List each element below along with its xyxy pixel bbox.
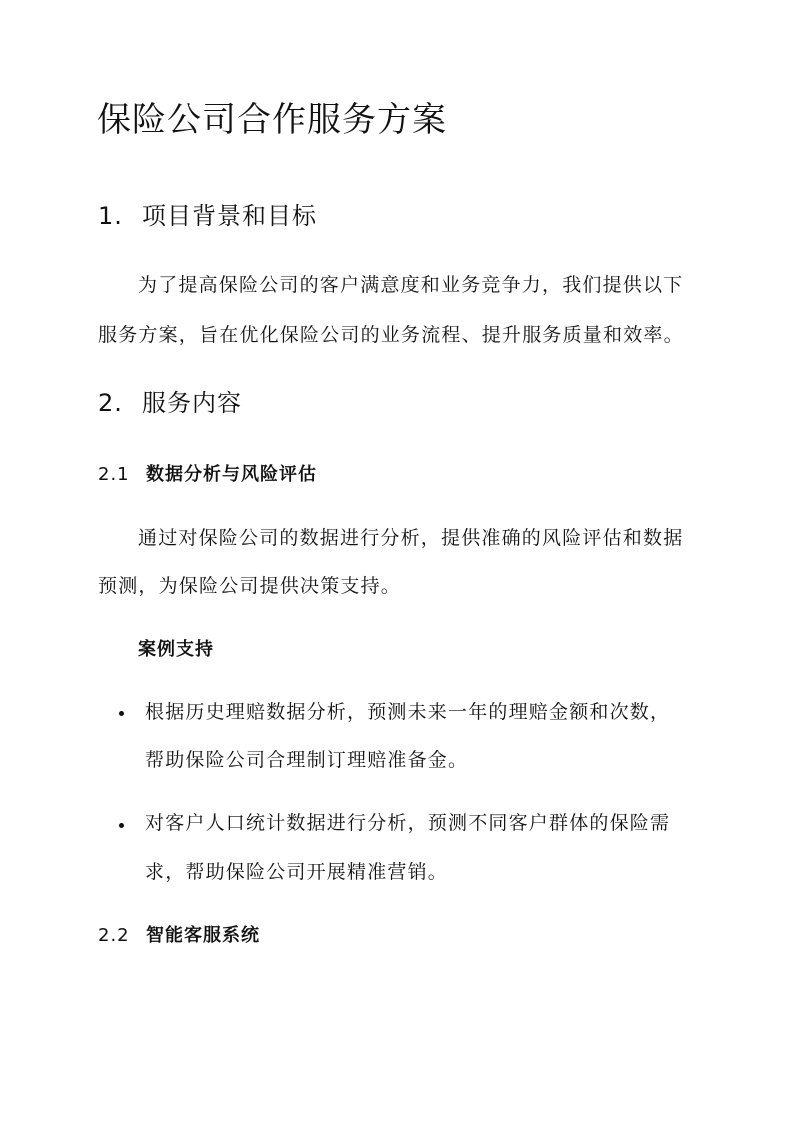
subsection-2-2-heading — [98, 921, 260, 947]
bullet-2-line-1: 对客户人口统计数据进行分析，预测不同客户群体的保险需 — [145, 812, 671, 834]
bullet-icon — [119, 823, 124, 828]
subsection-2-1-paragraph-line-1: 通过对保险公司的数据进行分析，提供准确的风险评估和数据 — [138, 527, 684, 549]
subsection-2-1-paragraph-line-2: 预测，为保险公司提供决策支持。 — [98, 575, 402, 597]
subsection-2-2-number: 2.2 — [98, 925, 130, 946]
section-1-paragraph-line-2: 服务方案，旨在优化保险公司的业务流程、提升服务质量和效率。 — [98, 324, 684, 346]
section-2-heading — [98, 383, 242, 418]
subsection-2-1-title: 数据分析与风险评估 — [146, 464, 317, 485]
subsection-2-1-number: 2.1 — [98, 464, 130, 485]
bullet-1-line-2: 帮助保险公司合理制订理赔准备金。 — [145, 749, 469, 771]
section-1-paragraph-line-1: 为了提高保险公司的客户满意度和业务竞争力，我们提供以下 — [138, 274, 684, 296]
bullet-1-line-1: 根据历史理赔数据分析，预测未来一年的理赔金额和次数， — [145, 701, 671, 723]
bullet-2-line-2: 求，帮助保险公司开展精准营销。 — [145, 861, 449, 883]
bullet-icon — [119, 711, 124, 716]
section-1-title: 项目背景和目标 — [142, 202, 317, 230]
case-support-heading: 案例支持 — [138, 639, 214, 660]
section-2-number: 2. — [98, 389, 123, 417]
section-1-heading — [98, 196, 317, 231]
document-title: 保险公司合作服务方案 — [97, 100, 447, 140]
section-1-number: 1. — [98, 202, 123, 230]
subsection-2-1-heading — [98, 460, 317, 486]
subsection-2-2-title: 智能客服系统 — [146, 925, 260, 946]
section-2-title: 服务内容 — [142, 389, 242, 417]
